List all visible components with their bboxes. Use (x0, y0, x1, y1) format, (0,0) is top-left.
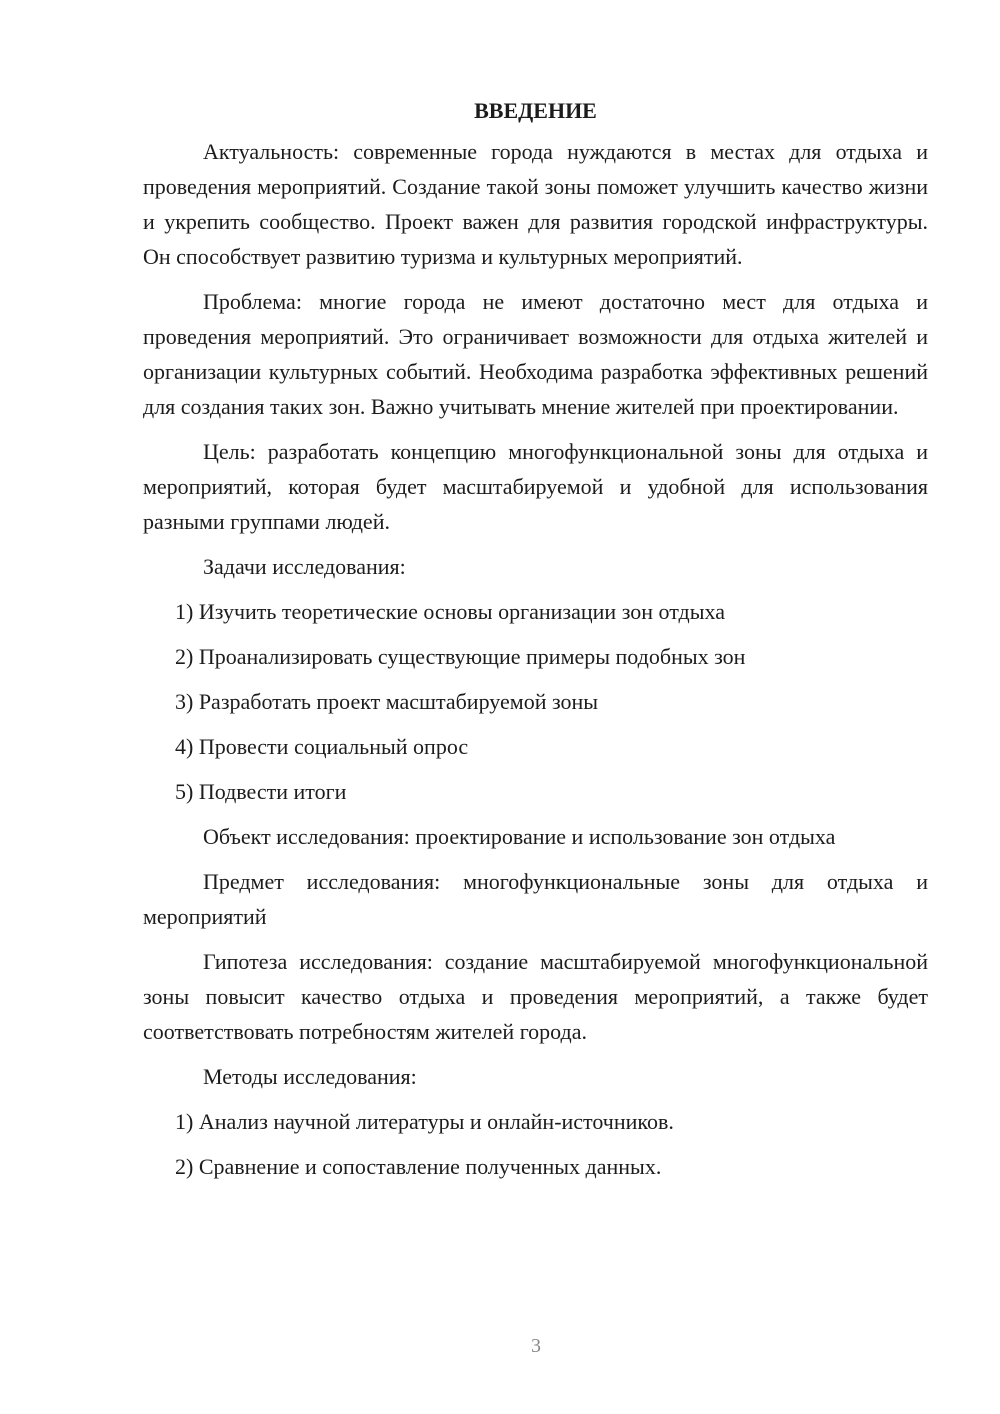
task-item: 3) Разработать проект масштабируемой зоны (175, 689, 599, 714)
tasks-title: Задачи исследования: (203, 554, 406, 579)
section-heading: ВВЕДЕНИЕ (474, 98, 597, 123)
object-paragraph: Объект исследования: проектирование и использование зон отдыха (203, 824, 836, 849)
task-item: 2) Проанализировать существующие примеры подобных зон (175, 644, 746, 669)
method-item: 2) Сравнение и сопоставление полученных данных. (175, 1154, 662, 1179)
task-item: 5) Подвести итоги (175, 779, 347, 804)
task-item: 1) Изучить теоретические основы организации зон отдыха (175, 599, 726, 624)
problem-paragraph: Проблема: многие города не имеют достаточно мест для отдыха и проведения мероприятий. Это ограничивает возможности для отдыха жителей и организации культурных событий. Необходима разработка эффективных решений для создания таких зон. Важно учитывать мнение жителей при проектировании. (143, 289, 928, 419)
task-item: 4) Провести социальный опрос (175, 734, 469, 759)
goal-paragraph: Цель: разработать концепцию многофункциональной зоны для отдыха и мероприятий, которая будет масштабируемой и удобной для использования разными группами людей. (143, 439, 928, 534)
page-content (143, 96, 928, 1194)
method-item: 1) Анализ научной литературы и онлайн-источников. (175, 1109, 674, 1134)
page-number: 3 (531, 1335, 541, 1357)
methods-title: Методы исследования: (203, 1064, 417, 1089)
subject-paragraph: Предмет исследования: многофункциональные зоны для отдыха и мероприятий (143, 869, 928, 929)
relevance-paragraph: Актуальность: современные города нуждаются в местах для отдыха и проведения мероприятий. Создание такой зоны поможет улучшить качество жизни и укрепить сообщество. Проект важен для развития городской инфраструктуры. Он способствует развитию туризма и культурных мероприятий. (143, 139, 928, 269)
hypothesis-paragraph: Гипотеза исследования: создание масштабируемой многофункциональной зоны повысит качество отдыха и проведения мероприятий, а также будет соответствовать потребностям жителей города. (143, 949, 928, 1044)
